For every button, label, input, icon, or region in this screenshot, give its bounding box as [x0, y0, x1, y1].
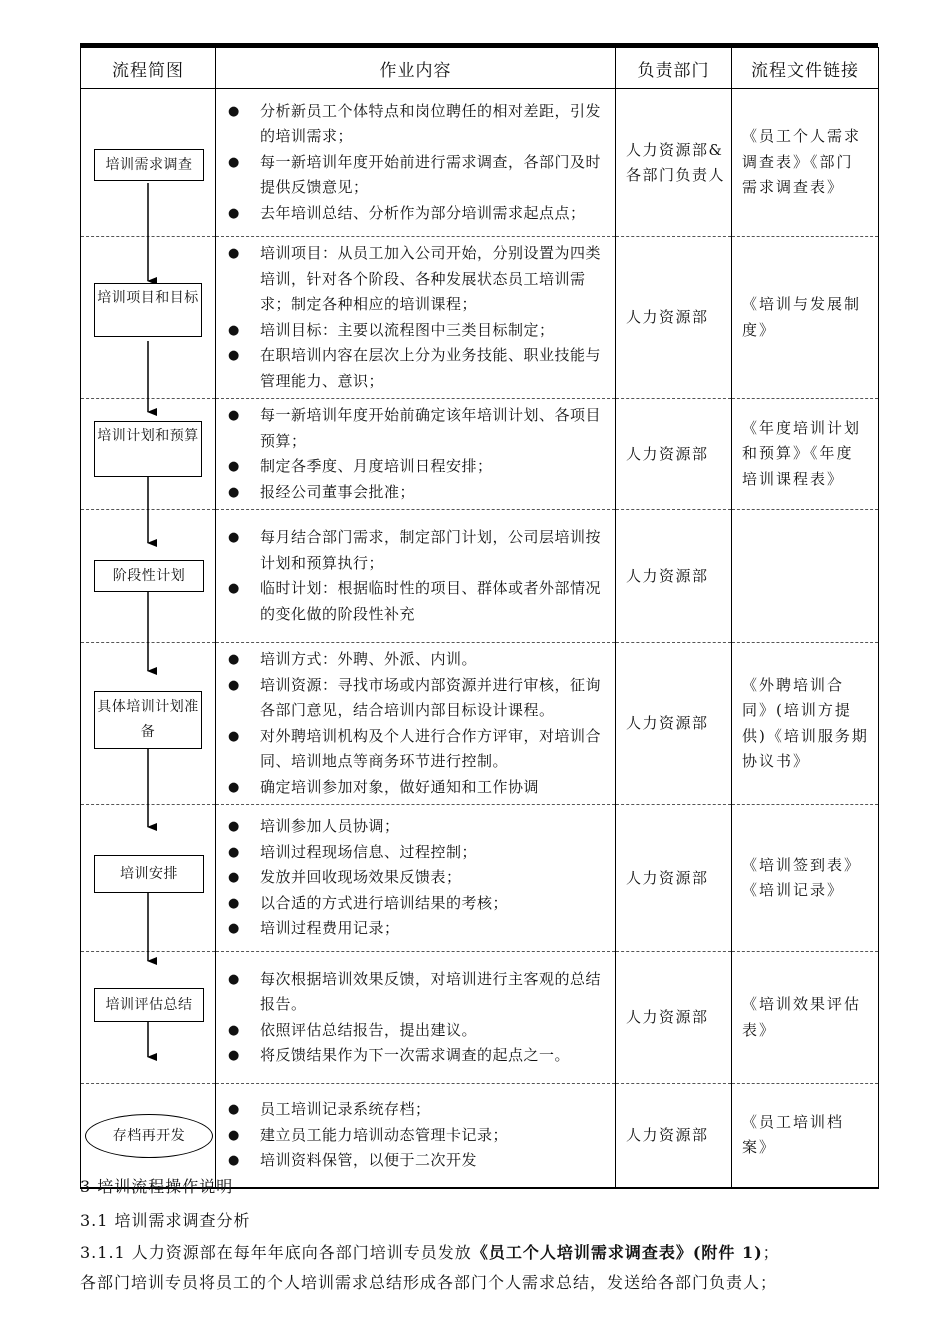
- dept-cell: 人力资源部: [616, 805, 732, 952]
- link-cell: 《年度培训计划和预算》《年度培训课程表》: [732, 399, 879, 510]
- flow-cell: [81, 510, 216, 643]
- header-links: 流程文件链接: [732, 48, 879, 89]
- table-row: [81, 805, 879, 952]
- link-cell: 《员工个人需求调查表》《部门需求调查表》: [732, 89, 879, 237]
- dept-cell: 人力资源部: [616, 237, 732, 399]
- section-3-title: 3 培训流程操作说明: [80, 1177, 234, 1196]
- flow-step-box: 培训计划和预算: [94, 421, 202, 477]
- content-cell: [216, 89, 616, 237]
- list-item: ● 临时计划：根据临时性的项目、群体或者外部情况的变化做的阶段性补充: [226, 576, 609, 627]
- link-cell: 《培训与发展制度》: [732, 237, 879, 399]
- training-process-table: [80, 47, 879, 1189]
- flow-cell: [81, 237, 216, 399]
- flow-cell: [81, 643, 216, 805]
- flow-step-box: 具体培训计划准备: [94, 691, 202, 749]
- dept-cell: 人力资源部&各部门负责人: [616, 89, 732, 237]
- link-cell: 《员工培训档案》: [732, 1084, 879, 1188]
- list-item: ● 培训参加人员协调；: [226, 814, 609, 840]
- flow-end-ellipse: 存档再开发: [85, 1114, 213, 1158]
- flow-step-box: 阶段性计划: [94, 560, 204, 592]
- list-item: ● 报经公司董事会批准；: [226, 480, 609, 506]
- table-row: [81, 89, 879, 237]
- list-item: ● 去年培训总结、分析作为部分培训需求起点点；: [226, 201, 609, 227]
- paragraph-3-1-1: [80, 1240, 780, 1263]
- link-cell: 《外聘培训合同》(培训方提供)《培训服务期协议书》: [732, 643, 879, 805]
- content-cell: [216, 952, 616, 1084]
- link-cell: 《培训签到表》《培训记录》: [732, 805, 879, 952]
- list-item: ● 每月结合部门需求，制定部门计划，公司层培训按计划和预算执行；: [226, 525, 609, 576]
- flow-cell: [81, 89, 216, 237]
- paragraph-text: ；: [762, 1243, 780, 1262]
- paragraph-continuation: 各部门培训专员将员工的个人培训需求总结形成各部门个人需求总结，发送给各部门负责人；: [80, 1273, 778, 1292]
- header-dept: 负责部门: [616, 48, 732, 89]
- link-cell: [732, 510, 879, 643]
- dept-cell: 人力资源部: [616, 399, 732, 510]
- list-item: ● 培训资料保管，以便于二次开发: [226, 1148, 609, 1174]
- list-item: ● 以合适的方式进行培训结果的考核；: [226, 891, 609, 917]
- header-content: 作业内容: [216, 48, 616, 89]
- header-flow: 流程简图: [81, 48, 216, 89]
- list-item: ● 建立员工能力培训动态管理卡记录；: [226, 1123, 609, 1149]
- list-item: ● 每一新培训年度开始前确定该年培训计划、各项目预算；: [226, 403, 609, 454]
- list-item: ● 将反馈结果作为下一次需求调查的起点之一。: [226, 1043, 609, 1069]
- flow-cell: [81, 805, 216, 952]
- list-item: ● 员工培训记录系统存档；: [226, 1097, 609, 1123]
- table-row: [81, 952, 879, 1084]
- list-item: ● 制定各季度、月度培训日程安排；: [226, 454, 609, 480]
- content-cell: [216, 805, 616, 952]
- list-item: ● 每一新培训年度开始前进行需求调查，各部门及时提供反馈意见；: [226, 150, 609, 201]
- paragraph-text: 3.1.1 人力资源部在每年年底向各部门培训专员发放: [80, 1243, 472, 1262]
- list-item: ● 每次根据培训效果反馈，对培训进行主客观的总结报告。: [226, 967, 609, 1018]
- form-reference: 《员工个人培训需求调查表》(附件 1): [471, 1243, 763, 1262]
- list-item: ● 培训过程费用记录；: [226, 916, 609, 942]
- table-row: [81, 510, 879, 643]
- content-cell: [216, 643, 616, 805]
- list-item: ● 培训过程现场信息、过程控制；: [226, 840, 609, 866]
- content-cell: [216, 399, 616, 510]
- list-item: ● 培训方式：外聘、外派、内训。: [226, 647, 609, 673]
- list-item: ● 培训项目：从员工加入公司开始，分别设置为四类培训，针对各个阶段、各种发展状态员工培训需求；制定各种相应的培训课程；: [226, 241, 609, 318]
- flow-step-box: 培训安排: [94, 855, 204, 893]
- list-item: ● 分析新员工个体特点和岗位聘任的相对差距，引发的培训需求；: [226, 99, 609, 150]
- list-item: ● 确定培训参加对象，做好通知和工作协调: [226, 775, 609, 801]
- table-row: [81, 1084, 879, 1188]
- dept-cell: 人力资源部: [616, 510, 732, 643]
- table-row: [81, 399, 879, 510]
- table-header-row: [81, 48, 879, 89]
- list-item: ● 培训目标：主要以流程图中三类目标制定；: [226, 318, 609, 344]
- flow-cell: [81, 1084, 216, 1188]
- dept-cell: 人力资源部: [616, 1084, 732, 1188]
- flow-cell: [81, 399, 216, 510]
- content-cell: [216, 510, 616, 643]
- dept-cell: 人力资源部: [616, 643, 732, 805]
- flow-step-box: 培训项目和目标: [94, 283, 202, 337]
- list-item: ● 对外聘培训机构及个人进行合作方评审，对培训合同、培训地点等商务环节进行控制。: [226, 724, 609, 775]
- list-item: ● 在职培训内容在层次上分为业务技能、职业技能与管理能力、意识；: [226, 343, 609, 394]
- list-item: ● 依照评估总结报告，提出建议。: [226, 1018, 609, 1044]
- table-row: [81, 237, 879, 399]
- list-item: ● 培训资源：寻找市场或内部资源并进行审核，征询各部门意见，结合培训内部目标设计课程。: [226, 673, 609, 724]
- list-item: ● 发放并回收现场效果反馈表；: [226, 865, 609, 891]
- content-cell: [216, 1084, 616, 1188]
- flow-cell: [81, 952, 216, 1084]
- section-3-1-title: 3.1 培训需求调查分析: [80, 1211, 251, 1230]
- flow-step-box: 培训需求调查: [94, 149, 204, 181]
- link-cell: 《培训效果评估表》: [732, 952, 879, 1084]
- content-cell: [216, 237, 616, 399]
- table-row: [81, 643, 879, 805]
- dept-cell: 人力资源部: [616, 952, 732, 1084]
- flow-step-box: 培训评估总结: [94, 988, 204, 1022]
